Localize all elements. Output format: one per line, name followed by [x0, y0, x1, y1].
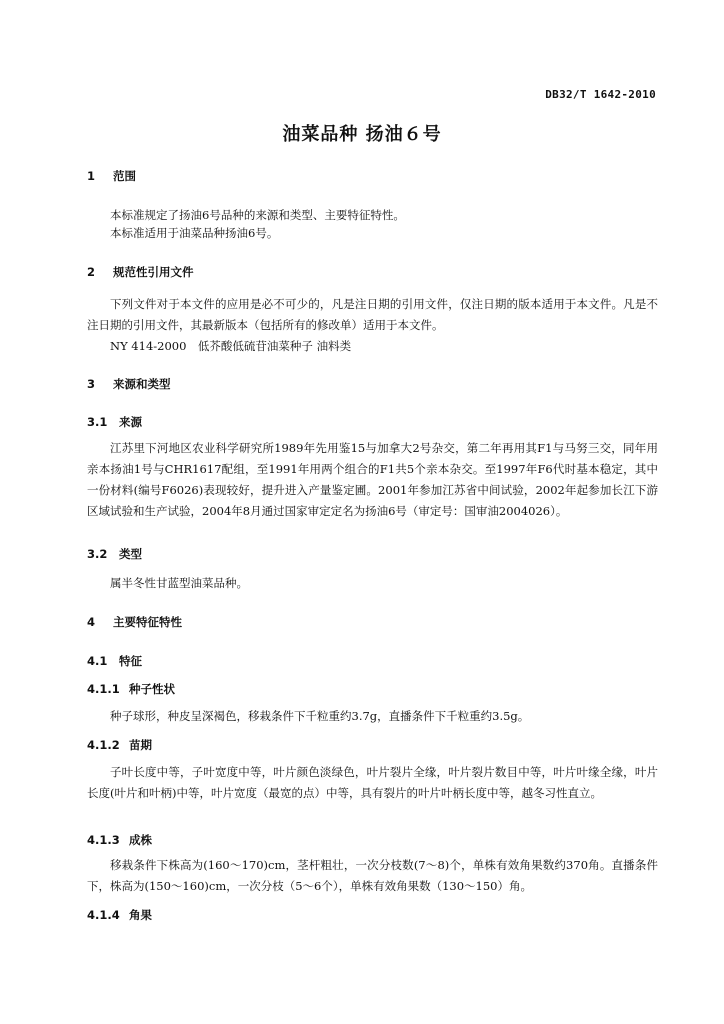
scope-line-2: 本标准适用于油菜品种扬油6号。 [110, 226, 279, 240]
heading-number: 4.1.4 [87, 908, 120, 922]
heading-seedling-stage [87, 737, 152, 753]
heading-text: 类型 [119, 547, 142, 561]
seed-traits-line: 种子球形，种皮呈深褐色，移栽条件下千粒重约3.7g，直播条件下千粒重约3.5g。 [110, 709, 530, 723]
heading-origin [87, 414, 142, 430]
heading-number: 4.1.3 [87, 833, 120, 847]
heading-text: 主要特征特性 [113, 615, 182, 629]
reference-item: NY 414-2000 低芥酸低硫苷油菜种子 油料类 [110, 339, 352, 353]
heading-number: 4.1.2 [87, 738, 120, 752]
heading-text: 特征 [119, 654, 142, 668]
heading-text: 成株 [129, 833, 152, 847]
references-paragraph: 下列文件对于本文件的应用是必不可少的，凡是注日期的引用文件，仅注日期的版本适用于本文件。凡是不注日期的引用文件，其最新版本（包括所有的修改单）适用于本文件。 [87, 297, 658, 332]
heading-text: 角果 [129, 908, 152, 922]
heading-number: 2 [87, 265, 96, 279]
document-title: 油菜品种 扬油６号 [282, 124, 442, 145]
heading-number: 3.1 [87, 415, 108, 429]
heading-mature-plant [87, 832, 152, 848]
heading-main-characteristics [87, 614, 182, 630]
heading-number: 3 [87, 377, 96, 391]
heading-features [87, 653, 142, 669]
heading-number: 4.1.1 [87, 682, 120, 696]
heading-text: 来源和类型 [113, 377, 171, 391]
heading-normative-references [87, 264, 194, 280]
heading-text: 范围 [113, 169, 136, 183]
heading-text: 规范性引用文件 [113, 265, 194, 279]
standard-code: DB32/T 1642-2010 [545, 88, 656, 101]
mature-plant-paragraph: 移栽条件下株高为(160～170)cm，茎杆粗壮，一次分枝数(7～8)个，单株有效角果数约370角。直播条件下，株高为(150～160)cm，一次分枝（5～6个），单株有效角果数（130～150）角。 [87, 858, 658, 893]
heading-number: 4 [87, 615, 96, 629]
heading-number: 4.1 [87, 654, 108, 668]
heading-text: 苗期 [129, 738, 152, 752]
heading-number: 3.2 [87, 547, 108, 561]
heading-scope [87, 168, 136, 184]
heading-seed-traits [87, 681, 175, 697]
heading-origin-and-type [87, 376, 171, 392]
seedling-paragraph: 子叶长度中等，子叶宽度中等，叶片颜色淡绿色，叶片裂片全缘，叶片裂片数目中等，叶片叶缘全缘，叶片长度(叶片和叶柄)中等，叶片宽度（最宽的点）中等，具有裂片的叶片叶柄长度中等，越冬习性直立。 [87, 765, 658, 800]
type-line: 属半冬性甘蓝型油菜品种。 [110, 576, 248, 590]
heading-number: 1 [87, 169, 96, 183]
heading-siliques [87, 907, 152, 923]
heading-text: 来源 [119, 415, 142, 429]
scope-line-1: 本标准规定了扬油6号品种的来源和类型、主要特征特性。 [110, 208, 405, 222]
origin-paragraph: 江苏里下河地区农业科学研究所1989年先用鉴15与加拿大2号杂交，第二年再用其F1与马努三交，同年用亲本扬油1号与CHR1617配组，至1991年用两个组合的F1共5个亲本杂交。至1997年F6代时基本稳定，其中一份材料(编号F6026)表现较好，提升进入产量鉴定圃。2001年参加江苏省中间试验，2002年起参加长江下游区域试验和生产试验，2004年8月通过国家审定定名为扬油6号（审定号：国审油2004026）。 [87, 441, 658, 518]
heading-text: 种子性状 [129, 682, 175, 696]
heading-type [87, 546, 142, 562]
